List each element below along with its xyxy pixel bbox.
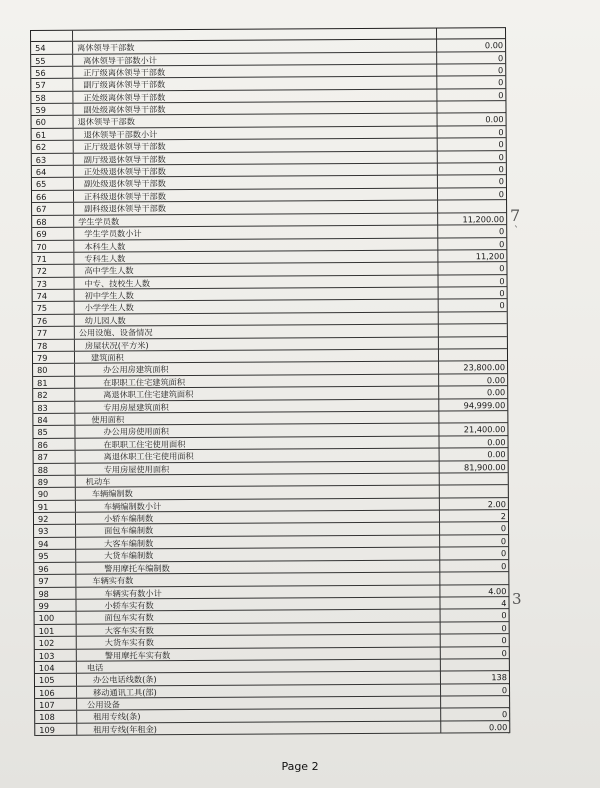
row-number: 96 — [34, 562, 76, 574]
row-number: 105 — [35, 674, 77, 686]
row-number: 74 — [33, 290, 75, 302]
row-number: 61 — [32, 129, 74, 141]
row-value — [441, 696, 509, 708]
row-label: 公用设施、设备情况 — [75, 325, 439, 339]
row-label: 车辆实有数 — [76, 573, 440, 587]
row-value: 0 — [501, 709, 508, 720]
row-label: 机动车 — [76, 473, 440, 487]
row-label: 小学学生人数 — [75, 300, 439, 314]
row-value — [441, 659, 509, 671]
row-label: 学生学员数 — [74, 213, 438, 227]
row-value — [440, 473, 508, 485]
row-number: 57 — [31, 79, 73, 91]
row-label: 正科级退休领导干部数 — [74, 188, 438, 202]
row-number: 55 — [31, 54, 73, 66]
row-value: 21,400.00 — [463, 424, 506, 435]
row-number: 82 — [33, 389, 75, 401]
row-number: 97 — [34, 575, 76, 587]
row-value: 0 — [500, 548, 507, 559]
row-value: 0.00 — [487, 436, 506, 447]
row-value — [439, 411, 507, 423]
row-value: 138 — [491, 672, 507, 683]
row-number: 98 — [34, 587, 76, 599]
row-label: 大客车实有数 — [77, 622, 441, 636]
row-value: 0 — [498, 188, 505, 199]
row-number: 104 — [35, 662, 77, 674]
row-value: 0 — [499, 263, 505, 274]
row-number: 66 — [32, 190, 74, 202]
handwritten-mark-7: 7 — [510, 206, 521, 225]
row-number: 79 — [33, 352, 75, 364]
row-number: 94 — [34, 538, 76, 550]
row-value: 0 — [497, 52, 504, 63]
row-value: 0 — [498, 139, 504, 150]
row-number: 68 — [32, 215, 74, 227]
row-number: 100 — [35, 612, 77, 624]
row-label: 高中学生人数 — [74, 263, 438, 277]
row-number: 81 — [33, 376, 75, 388]
row-label: 正处级退休领导干部数 — [74, 164, 438, 178]
row-number: 75 — [33, 302, 75, 314]
row-number: 90 — [34, 488, 76, 500]
row-value: 0 — [498, 65, 504, 76]
row-label: 面包车编制数 — [76, 523, 440, 537]
row-value: 0 — [498, 176, 504, 187]
row-value — [437, 101, 505, 113]
row-value — [439, 312, 507, 324]
row-value — [439, 324, 507, 336]
row-value: 11,200 — [475, 250, 505, 262]
row-number: 69 — [32, 228, 74, 240]
row-number: 65 — [32, 178, 74, 190]
row-value: 0 — [501, 684, 508, 695]
row-number: 95 — [34, 550, 76, 562]
row-number: 76 — [33, 315, 75, 327]
row-number: 88 — [34, 463, 76, 475]
page-footer: Page 2 — [281, 760, 319, 773]
row-label: 在职职工住宅使用面积 — [75, 436, 439, 450]
data-table — [30, 27, 510, 736]
row-number: 59 — [31, 104, 73, 116]
row-label: 学生学员数小计 — [74, 225, 438, 239]
row-number: 84 — [33, 414, 75, 426]
row-number: 77 — [33, 327, 75, 339]
row-value: 81,900.00 — [463, 461, 506, 473]
handwritten-tick: ˋ — [514, 226, 519, 237]
row-label: 副厅级离休领导干部数 — [73, 77, 437, 91]
row-label: 副厅级退休领导干部数 — [74, 151, 438, 165]
row-number: 58 — [31, 92, 73, 104]
row-label: 面包车实有数 — [77, 610, 441, 624]
row-value: 0 — [499, 288, 505, 299]
row-number: 99 — [34, 600, 76, 612]
row-value: 0.00 — [485, 114, 504, 125]
row-label: 正厅级离休领导干部数 — [73, 64, 437, 78]
row-label: 离休领导干部数小计 — [73, 52, 437, 66]
row-label: 正处级离休领导干部数 — [73, 89, 437, 103]
row-label: 租用专线(条) — [77, 709, 441, 723]
row-value: 2.00 — [487, 498, 506, 510]
row-value: 0 — [498, 77, 504, 88]
row-number: 107 — [35, 699, 77, 711]
row-number: 102 — [35, 637, 77, 649]
row-value: 2 — [500, 511, 507, 522]
row-number: 80 — [33, 364, 75, 376]
row-label: 离退休职工住宅建筑面积 — [75, 387, 439, 401]
row-value: 0 — [501, 560, 507, 571]
row-label: 电话 — [77, 659, 441, 673]
row-label: 办公电话线数(条) — [77, 672, 441, 686]
row-label: 警用摩托车实有数 — [77, 647, 441, 661]
row-value — [439, 337, 507, 349]
row-label: 正厅级退休领导干部数 — [74, 139, 438, 153]
row-label: 副处级退休领导干部数 — [74, 176, 438, 190]
row-value: 0 — [501, 622, 507, 633]
row-label: 中专、技校生人数 — [75, 275, 439, 289]
row-label: 房屋状况(平方米) — [75, 337, 439, 351]
row-label: 大客车编制数 — [76, 536, 440, 550]
row-label: 专用房屋使用面积 — [76, 461, 440, 475]
row-number: 101 — [35, 624, 77, 636]
row-value: 0 — [499, 300, 505, 311]
row-label: 初中学生人数 — [75, 288, 439, 302]
row-value: 0.00 — [484, 40, 504, 51]
row-value: 11,200.00 — [462, 213, 505, 225]
row-label: 小轿车编制数 — [76, 511, 440, 525]
row-number: 89 — [34, 476, 76, 488]
row-value: 0 — [501, 647, 507, 658]
row-number: 72 — [32, 265, 74, 277]
row-label: 专用房屋建筑面积 — [75, 399, 439, 413]
row-number: 91 — [34, 501, 76, 513]
row-label: 副科级退休领导干部数 — [74, 201, 438, 215]
row-label: 本科生人数 — [74, 238, 438, 252]
row-label: 车辆实有数小计 — [76, 585, 440, 599]
row-number: 83 — [33, 401, 75, 413]
row-label: 租用专线(年租金) — [77, 721, 441, 735]
table-body — [31, 39, 509, 736]
row-number: 62 — [32, 141, 74, 153]
header-value-cell — [437, 28, 505, 38]
row-label: 警用摩托车编制数 — [76, 560, 440, 574]
row-value — [440, 485, 508, 497]
row-value: 4 — [501, 597, 507, 608]
row-number: 106 — [35, 687, 77, 699]
row-number: 73 — [33, 277, 75, 289]
row-number: 92 — [34, 513, 76, 525]
row-label: 退休领导干部数 — [74, 114, 438, 128]
row-value: 0 — [498, 164, 504, 175]
row-value: 0 — [498, 89, 504, 100]
row-value: 0.00 — [487, 449, 506, 460]
row-label: 移动通讯工具(部) — [77, 684, 441, 698]
row-label: 在职职工住宅建筑面积 — [75, 374, 439, 388]
row-number: 87 — [34, 451, 76, 463]
row-number: 70 — [32, 240, 74, 252]
row-value — [440, 572, 508, 584]
row-value: 0 — [498, 226, 505, 237]
row-number: 108 — [35, 711, 77, 723]
row-number: 93 — [34, 525, 76, 537]
row-label: 办公用房使用面积 — [75, 424, 439, 438]
row-number: 63 — [32, 153, 74, 165]
row-number: 86 — [33, 438, 75, 450]
row-value: 0 — [498, 151, 504, 162]
row-number: 67 — [32, 203, 74, 215]
row-label: 专科生人数 — [74, 250, 438, 264]
row-label: 车辆编制数小计 — [76, 498, 440, 512]
row-value: 0 — [501, 610, 507, 621]
row-label: 幼儿园人数 — [75, 312, 439, 326]
row-value: 0 — [498, 127, 504, 138]
row-value: 0 — [500, 523, 507, 534]
row-label: 大货车实有数 — [77, 635, 441, 649]
row-value: 23,800.00 — [463, 362, 506, 373]
row-value: 94,999.00 — [463, 399, 506, 410]
row-value: 0 — [499, 238, 505, 249]
row-label: 建筑面积 — [75, 350, 439, 364]
row-label: 离休领导干部数 — [73, 40, 437, 54]
row-label: 大货车编制数 — [76, 548, 440, 562]
row-value: 0.00 — [486, 374, 506, 385]
row-value — [439, 349, 507, 361]
row-number: 78 — [33, 339, 75, 351]
row-number: 56 — [31, 67, 73, 79]
handwritten-mark-3: 3 — [512, 590, 522, 608]
row-number: 71 — [32, 253, 74, 265]
row-number: 103 — [35, 649, 77, 661]
row-label: 使用面积 — [75, 411, 439, 425]
row-label: 退休领导干部数小计 — [74, 126, 438, 140]
table-row — [35, 721, 509, 736]
row-number: 64 — [32, 166, 74, 178]
row-value: 0 — [499, 275, 505, 286]
row-number: 60 — [32, 116, 74, 128]
row-label: 车辆编制数 — [76, 486, 440, 500]
row-value: 0.00 — [489, 722, 508, 733]
row-value: 0 — [501, 635, 507, 646]
row-label: 小轿车实有数 — [76, 597, 440, 611]
row-label: 办公用房建筑面积 — [75, 362, 439, 376]
row-value: 0 — [500, 536, 507, 547]
header-number-cell — [31, 31, 73, 41]
row-value: 4.00 — [488, 585, 507, 596]
row-value: 0.00 — [486, 387, 506, 398]
row-label: 副处级离休领导干部数 — [73, 102, 437, 116]
row-number: 54 — [31, 42, 73, 54]
row-number: 109 — [35, 724, 77, 736]
row-value — [438, 200, 506, 212]
row-label: 公用设备 — [77, 697, 441, 711]
row-label: 离退休职工住宅使用面积 — [76, 449, 440, 463]
row-number: 85 — [33, 426, 75, 438]
